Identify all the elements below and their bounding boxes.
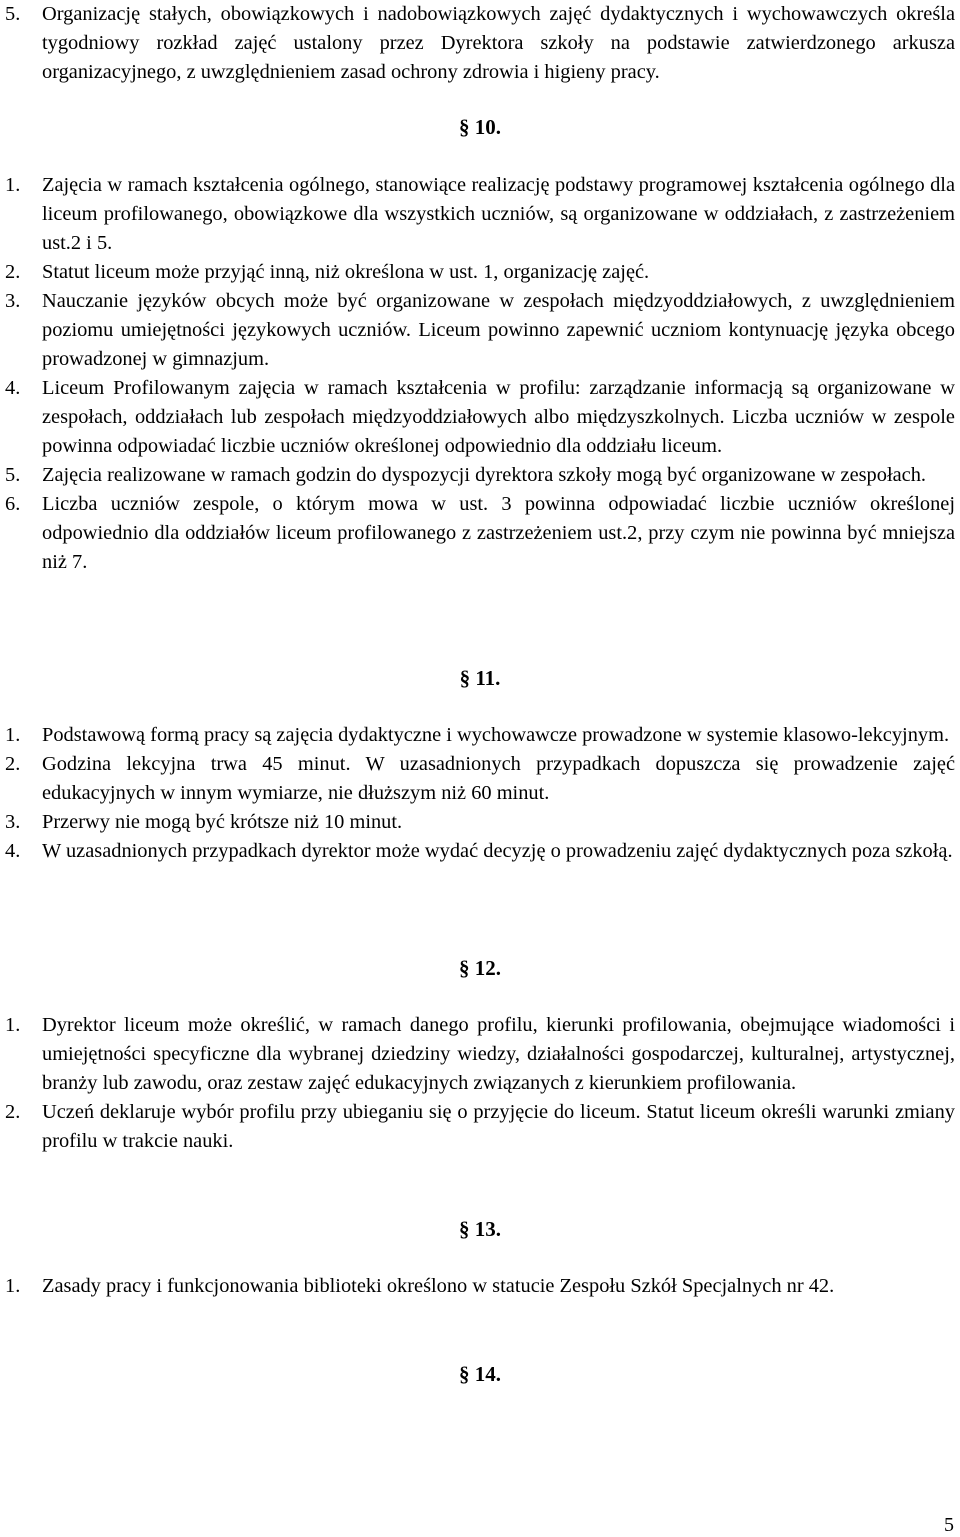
paragraph-heading-14: § 14. xyxy=(459,1362,501,1386)
item-number: 3. xyxy=(5,290,21,312)
item-text: W uzasadnionych przypadkach dyrektor może wydać decyzję o prowadzeniu zajęć dydaktycznych poza szkołą. xyxy=(42,840,953,862)
list-item xyxy=(5,171,955,258)
page-number: 5 xyxy=(944,1514,954,1536)
item-number: 1. xyxy=(5,1275,21,1297)
list-item xyxy=(5,1098,955,1156)
paragraph-heading-11: § 11. xyxy=(459,666,501,690)
list-item xyxy=(5,374,955,461)
item-text: Zasady pracy i funkcjonowania biblioteki określono w statucie Zespołu Szkół Specjalnych nr 42. xyxy=(42,1275,835,1297)
item-number: 3. xyxy=(5,811,21,833)
section-13 xyxy=(5,1272,955,1301)
item-text: Dyrektor liceum może określić, w ramach danego profilu, kierunki profilowania, obejmujące wiadomości i umiejętności specyficzne dla wybranej dziedziny wiedzy, działalności gospodarczej, kulturalnej, artystycznej, branży lub zawodu, oraz zestaw zajęć edukacyjnych związanych z kierunkiem profilowania. xyxy=(42,1014,955,1094)
list-item xyxy=(5,721,955,750)
item-text: Zajęcia w ramach kształcenia ogólnego, stanowiące realizację podstawy programowej kształcenia ogólnego dla liceum profilowanego, obowiązkowe dla wszystkich uczniów, są organizowane w oddziałach, z zastrzeżeniem ust.2 i 5. xyxy=(42,174,955,254)
list-item xyxy=(5,837,955,866)
item-number: 1. xyxy=(5,1014,21,1036)
item-number: 6. xyxy=(5,493,21,515)
section-10 xyxy=(5,171,955,577)
item-number: 5. xyxy=(5,464,21,486)
item-number: 5. xyxy=(5,3,21,25)
section-continuation xyxy=(5,0,955,87)
item-text: Organizację stałych, obowiązkowych i nadobowiązkowych zajęć dydaktycznych i wychowawczych określa tygodniowy rozkład zajęć ustalony przez Dyrektora szkoły na podstawie zatwierdzonego arkusza organizacyjnego, z uwzględnieniem zasad ochrony zdrowia i higieny pracy. xyxy=(42,3,955,83)
list-item xyxy=(5,461,955,490)
list-item xyxy=(5,0,955,87)
item-number: 1. xyxy=(5,174,21,196)
item-text: Podstawową formą pracy są zajęcia dydaktyczne i wychowawcze prowadzone w systemie klasowo-lekcyjnym. xyxy=(42,724,950,746)
item-text: Przerwy nie mogą być krótsze niż 10 minut. xyxy=(42,811,403,833)
list-item xyxy=(5,258,955,287)
paragraph-heading-13: § 13. xyxy=(459,1217,501,1241)
list-item xyxy=(5,1011,955,1098)
section-12 xyxy=(5,1011,955,1156)
paragraph-heading-12: § 12. xyxy=(459,956,501,980)
item-text: Liceum Profilowanym zajęcia w ramach kształcenia w profilu: zarządzanie informacją są organizowane w zespołach, oddziałach lub zespołach międzyoddziałowych albo międzyszkolnych. Liczba uczniów w zespole powinna odpowiadać liczbie uczniów określonej odpowiednio dla oddziału liceum. xyxy=(42,377,955,457)
item-number: 4. xyxy=(5,377,21,399)
item-text: Godzina lekcyjna trwa 45 minut. W uzasadnionych przypadkach dopuszcza się prowadzenie zajęć edukacyjnych w innym wymiarze, nie dłuższym niż 60 minut. xyxy=(42,753,955,804)
list-item xyxy=(5,750,955,808)
item-text: Uczeń deklaruje wybór profilu przy ubieganiu się o przyjęcie do liceum. Statut liceum określi warunki zmiany profilu w trakcie nauki. xyxy=(42,1101,955,1152)
item-number: 1. xyxy=(5,724,21,746)
item-text: Nauczanie języków obcych może być organizowane w zespołach międzyoddziałowych, z uwzględnieniem poziomu umiejętności językowych uczniów. Liceum powinno zapewnić uczniom kontynuację języka obcego prowadzonej w gimnazjum. xyxy=(42,290,955,370)
item-text: Zajęcia realizowane w ramach godzin do dyspozycji dyrektora szkoły mogą być organizowane w zespołach. xyxy=(42,464,927,486)
item-text: Liczba uczniów zespole, o którym mowa w ust. 3 powinna odpowiadać liczbie uczniów określonej odpowiednio dla oddziałów liceum profilowanego z zastrzeżeniem ust.2, przy czym nie powinna być mniejsza niż 7. xyxy=(42,493,955,573)
section-11 xyxy=(5,721,955,866)
paragraph-heading-10: § 10. xyxy=(459,115,501,139)
item-number: 2. xyxy=(5,1101,21,1123)
list-item xyxy=(5,490,955,577)
list-item xyxy=(5,808,955,837)
item-number: 2. xyxy=(5,261,21,283)
item-number: 2. xyxy=(5,753,21,775)
item-number: 4. xyxy=(5,840,21,862)
list-item xyxy=(5,1272,955,1301)
list-item xyxy=(5,287,955,374)
item-text: Statut liceum może przyjąć inną, niż określona w ust. 1, organizację zajęć. xyxy=(42,261,650,283)
